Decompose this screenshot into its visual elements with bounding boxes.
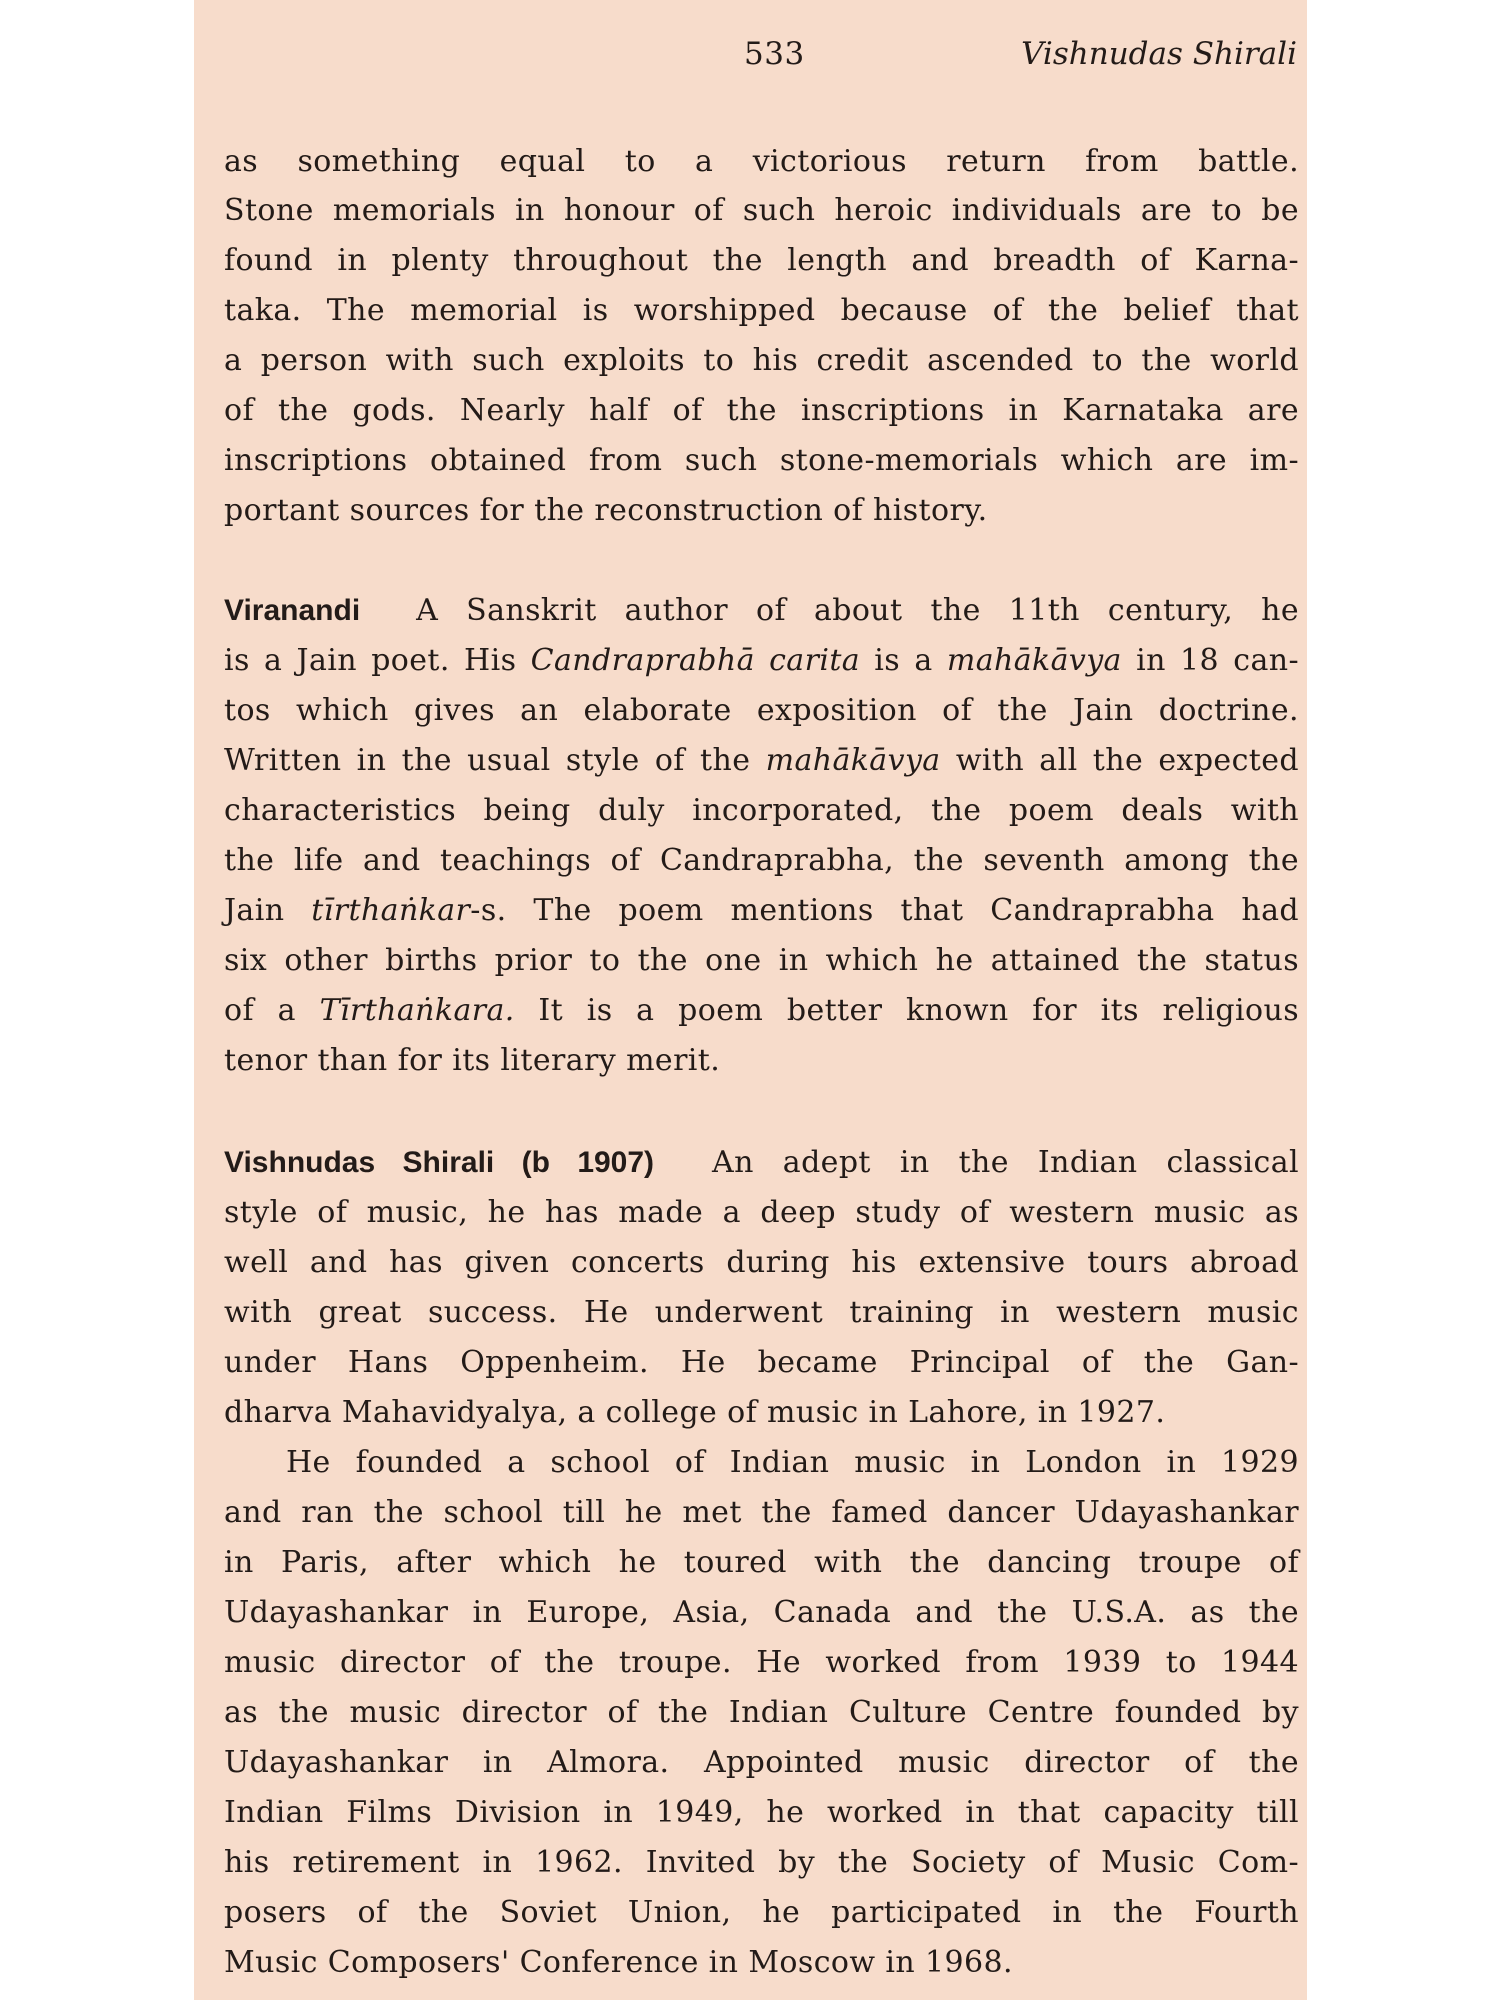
text-line: the life and teachings of Candraprabha, the seventh among the	[224, 843, 1299, 878]
text-line: He founded a school of Indian music in London in 1929	[286, 1445, 1299, 1480]
page-header	[194, 36, 1307, 86]
text-line: found in plenty throughout the length and breadth of Karna-	[224, 243, 1299, 278]
text-line: Music Composers' Conference in Moscow in 1968.	[224, 1945, 1013, 1980]
line-text: is a Jain poet. His	[224, 643, 531, 678]
running-head: Vishnudas Shirali	[1021, 36, 1297, 72]
line-text: of a	[224, 993, 320, 1028]
text-line: tos which gives an elaborate exposition of the Jain doctrine.	[224, 693, 1299, 728]
text-line: music director of the troupe. He worked from 1939 to 1944	[224, 1645, 1299, 1680]
text-line: in Paris, after which he toured with the dancing troupe of	[224, 1545, 1299, 1580]
italic-term: tīrthaṅkar	[311, 893, 471, 928]
line-text: in 18 can-	[1121, 643, 1299, 678]
text-line: characteristics being duly incorporated, the poem deals with	[224, 793, 1299, 828]
text-line: Udayashankar in Almora. Appointed music director of the	[224, 1745, 1299, 1780]
text-line	[224, 1143, 1299, 1183]
entry-headword: Viranandi	[224, 594, 361, 627]
italic-term: mahākāvya	[765, 743, 941, 778]
text-line	[224, 741, 1299, 781]
page-number: 533	[744, 36, 805, 72]
italic-term: Tīrthaṅkara.	[319, 993, 515, 1028]
work-title: Candraprabhā carita	[530, 643, 861, 678]
entry-headword: Vishnudas Shirali (b 1907)	[224, 1146, 655, 1179]
text-line: Indian Films Division in 1949, he worked in that capacity till	[224, 1795, 1299, 1830]
line-text: Written in the usual style of the	[224, 743, 766, 778]
text-line: well and has given concerts during his extensive tours abroad	[224, 1245, 1299, 1280]
text-line: taka. The memorial is worshipped because of the belief that	[224, 293, 1299, 328]
line-text: A Sanskrit author of about the 11th century, he	[416, 593, 1300, 628]
text-line: portant sources for the reconstruction of history.	[224, 493, 988, 528]
text-line: tenor than for its literary merit.	[224, 1043, 721, 1078]
text-line: and ran the school till he met the famed dancer Udayashankar	[224, 1495, 1299, 1530]
book-page	[194, 0, 1307, 2000]
text-line: dharva Mahavidyalya, a college of music in Lahore, in 1927.	[224, 1395, 1166, 1430]
line-text: with all the expected	[940, 743, 1299, 778]
italic-term: mahākāvya	[946, 643, 1122, 678]
text-line: of the gods. Nearly half of the inscriptions in Karnataka are	[224, 393, 1299, 428]
text-line: style of music, he has made a deep study of western music as	[224, 1195, 1299, 1230]
text-line: a person with such exploits to his credit ascended to the world	[224, 343, 1299, 378]
line-text: Jain	[224, 893, 312, 928]
text-line	[224, 641, 1299, 681]
text-line: Udayashankar in Europe, Asia, Canada and the U.S.A. as the	[224, 1595, 1299, 1630]
text-line	[224, 591, 1299, 631]
text-line: six other births prior to the one in which he attained the status	[224, 943, 1299, 978]
text-line: posers of the Soviet Union, he participated in the Fourth	[224, 1895, 1299, 1930]
text-line	[224, 991, 1299, 1031]
line-text: is a	[860, 643, 947, 678]
line-text: -s. The poem mentions that Candraprabha had	[470, 893, 1299, 928]
text-line: inscriptions obtained from such stone-memorials which are im-	[224, 443, 1299, 478]
text-line: as something equal to a victorious return from battle.	[224, 144, 1299, 179]
line-text: An adept in the Indian classical	[712, 1145, 1299, 1180]
text-line: with great success. He underwent training in western music	[224, 1295, 1299, 1330]
text-line: Stone memorials in honour of such heroic individuals are to be	[224, 193, 1299, 228]
text-line: under Hans Oppenheim. He became Principal of the Gan-	[224, 1345, 1299, 1380]
text-line: as the music director of the Indian Culture Centre founded by	[224, 1695, 1299, 1730]
line-text: It is a poem better known for its religious	[514, 993, 1299, 1028]
text-line	[224, 891, 1299, 931]
text-line: his retirement in 1962. Invited by the Society of Music Com-	[224, 1845, 1299, 1880]
